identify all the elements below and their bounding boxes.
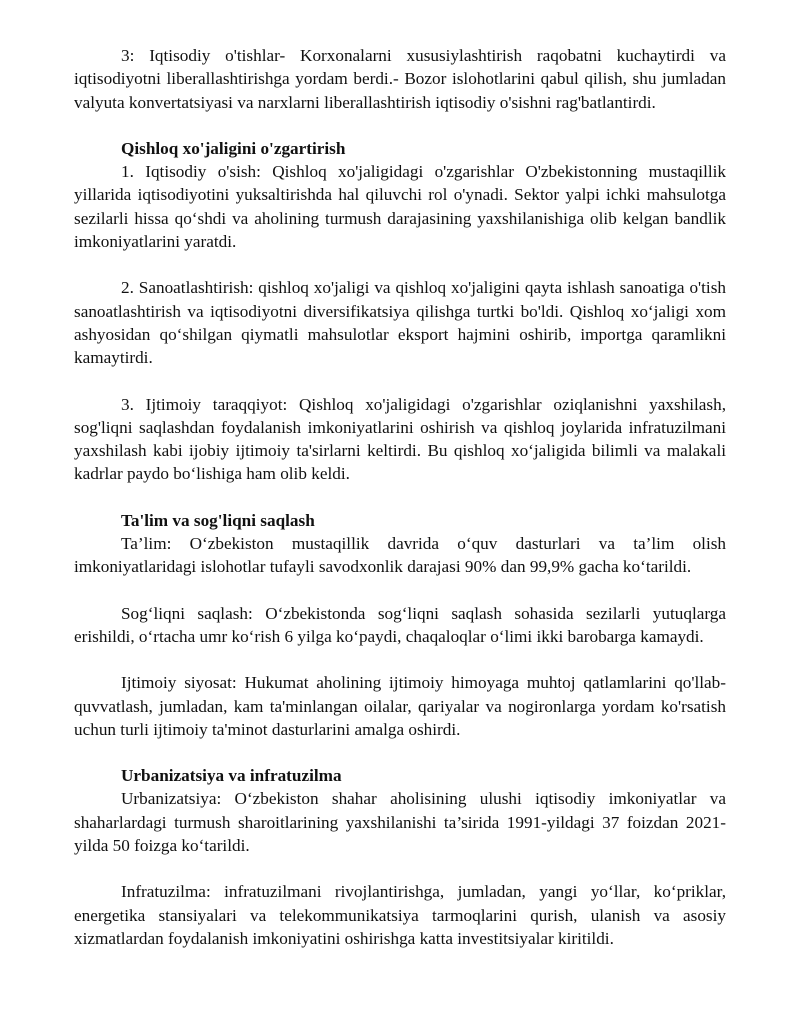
paragraph-economic-transitions: 3: Iqtisodiy o'tishlar- Korxonalarni xususiylashtirish raqobatni kuchaytirdi va iqtisodiyotni liberallashtirishga yordam berdi.- Bozor islohotlarini qabul qilish, shu jumladan valyuta konvertatsiyasi va narxlarni liberallashtirish iqtisodiy o'sishni rag'batlantirdi. — [74, 46, 726, 112]
heading-education-health: Ta'lim va sog'liqni saqlash — [121, 510, 315, 530]
paragraph-infrastructure: Infratuzilma: infratuzilmani rivojlantirishga, jumladan, yangi yo‘llar, ko‘priklar, energetika stansiyalari va telekommunikatsiya tarmoqlarini qurish, ulanish va asosiy xizmatlardan foydalanish imkoniyatini oshirishga katta investitsiyalar kiritildi. — [74, 882, 726, 948]
paragraph-social-policy: Ijtimoiy siyosat: Hukumat aholining ijtimoiy himoyaga muhtoj qatlamlarini qo'llab-quvvatlash, jumladan, kam ta'minlangan oilalar, qariyalar va nogironlarga yordam ko'rsatish uchun turli ijtimoiy ta'minot dasturlarini amalga oshirdi. — [74, 673, 726, 739]
paragraph-healthcare: Sog‘liqni saqlash: O‘zbekistonda sog‘liqni saqlash sohasida sezilarli yutuqlarga erishildi, o‘rtacha umr ko‘rish 6 yilga ko‘paydi, chaqaloqlar o‘limi ikki barobarga kamaydi. — [74, 603, 726, 646]
paragraph-education: Ta’lim: O‘zbekiston mustaqillik davrida o‘quv dasturlari va ta’lim olish imkoniyatlaridagi islohotlar tufayli savodxonlik darajasi 90% dan 99,9% gacha ko‘tarildi. — [74, 534, 726, 577]
spacer — [74, 486, 726, 509]
paragraph-economic-growth: 1. Iqtisodiy o'sish: Qishloq xo'jaligidagi o'zgarishlar O'zbekistonning mustaqillik yillarida iqtisodiyotini yuksaltirishda hal qiluvchi rol o'ynadi. Sektor yalpi ichki mahsulotga sezilarli hissa qo‘shdi va aholining turmush darajasining yaxshilanishiga olib kelgan bandlik imkoniyatlarini yaratdi. — [74, 162, 726, 252]
heading-urbanization: Urbanizatsiya va infratuzilma — [121, 766, 342, 786]
paragraph-urbanization: Urbanizatsiya: O‘zbekiston shahar aholisining ulushi iqtisodiy imkoniyatlar va shaharlardagi turmush sharoitlarining yaxshilanishi ta’sirida 1991-yildagi 37 foizdan 2021-yilda 50 foizga ko‘tarildi. — [74, 789, 726, 856]
spacer — [74, 370, 726, 393]
spacer — [74, 741, 726, 764]
spacer — [74, 648, 726, 671]
spacer — [74, 114, 726, 137]
spacer — [74, 579, 726, 602]
heading-agriculture: Qishloq xo'jaligini o'zgartirish — [121, 138, 346, 158]
paragraph-industrialization: 2. Sanoatlashtirish: qishloq xo'jaligi va qishloq xo'jaligini qayta ishlash sanoatiga o'tish sanoatlashtirish va iqtisodiyotni diversifikatsiya qilishga turtki bo'ldi. Qishloq xo‘jaligi xom ashyosidan qo‘shilgan qiymatli mahsulotlar eksport hajmini oshirib, importga qaramlikni kamaytirdi. — [74, 278, 726, 368]
paragraph-social-progress: 3. Ijtimoiy taraqqiyot: Qishloq xo'jaligidagi o'zgarishlar oziqlanishni yaxshilash, sog'liqni saqlashdan foydalanish imkoniyatlarini oshirish va qishloq joylarida infratuzilmani yaxshilash kabi ijobiy ijtimoiy ta'sirlarni keltirdi. Bu qishloq xo‘jaligida bilimli va malakali kadrlar paydo bo‘lishiga ham olib keldi. — [74, 394, 726, 484]
spacer — [74, 857, 726, 880]
spacer — [74, 253, 726, 276]
